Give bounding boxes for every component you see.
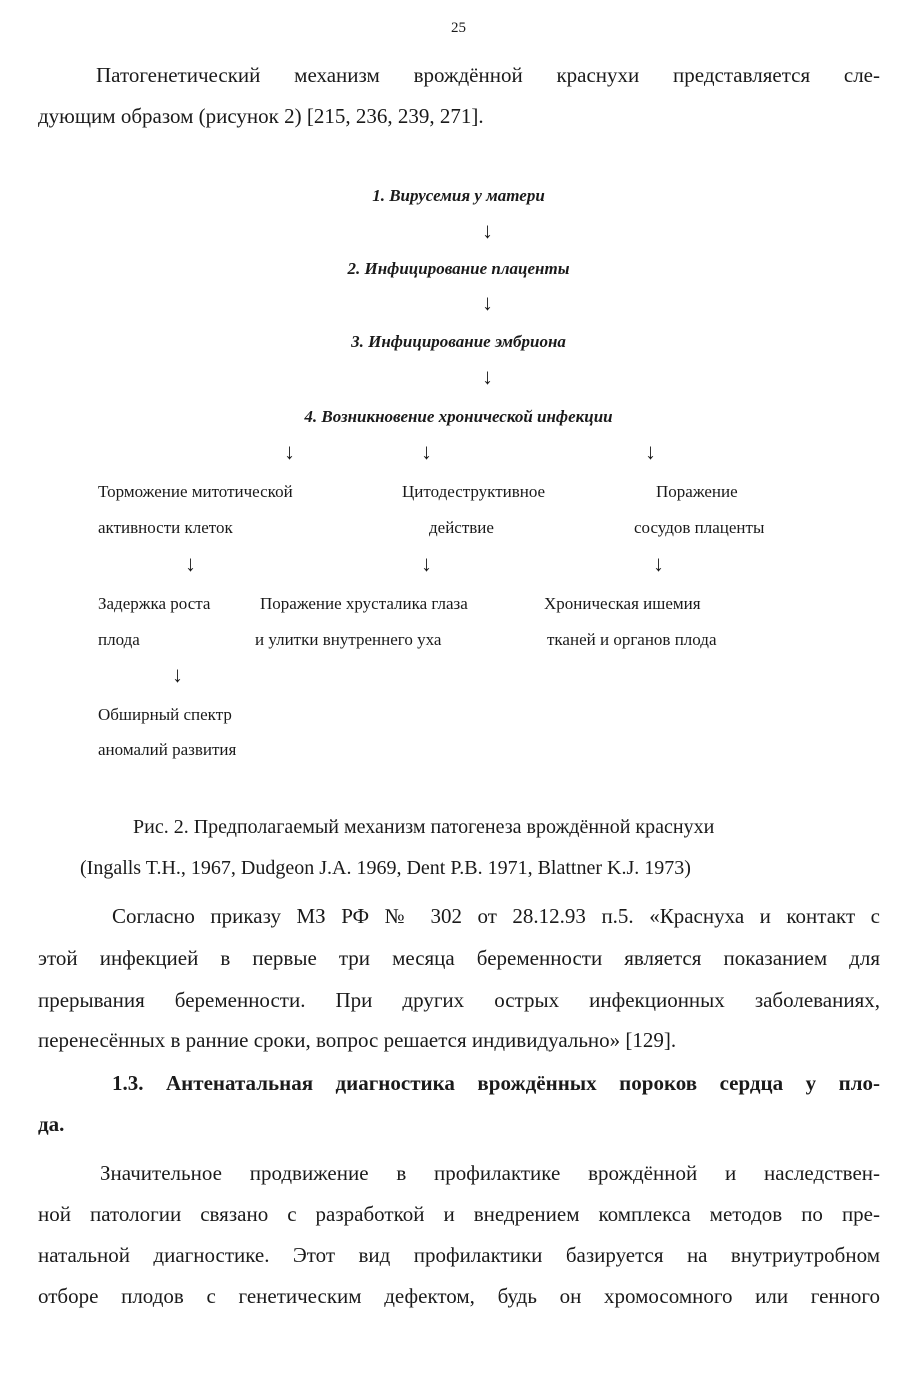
paragraph-2-line-2: ной патологии связано с разработкой и внедрением комплекса методов по пре- bbox=[38, 1202, 880, 1226]
step-2-placenta: 2. Инфицирование плаценты bbox=[347, 259, 570, 278]
paragraph-1-line-2: этой инфекцией в первые три месяца беременности является показанием для bbox=[38, 946, 880, 970]
arrow-down-icon: ↓ bbox=[185, 551, 196, 576]
intro-line-2: дующим образом (рисунок 2) [215, 236, 239, 271]. bbox=[38, 104, 484, 128]
branch-3-b-line-1: Хроническая ишемия bbox=[544, 594, 701, 613]
branch-3-a-line-2: сосудов плаценты bbox=[634, 518, 765, 537]
arrow-down-icon: ↓ bbox=[482, 364, 493, 389]
step-1-viremia: 1. Вирусемия у матери bbox=[372, 186, 545, 205]
branch-2-a-line-2: действие bbox=[429, 518, 494, 537]
section-heading-line-2: да. bbox=[38, 1112, 65, 1136]
arrow-down-icon: ↓ bbox=[645, 439, 656, 464]
arrow-down-icon: ↓ bbox=[482, 218, 493, 243]
branch-3-b-line-2: тканей и органов плода bbox=[547, 630, 717, 649]
paragraph-1-line-4: перенесённых в ранние сроки, вопрос решается индивидуально» [129]. bbox=[38, 1028, 677, 1052]
arrow-down-icon: ↓ bbox=[284, 439, 295, 464]
arrow-down-icon: ↓ bbox=[172, 662, 183, 687]
arrow-down-icon: ↓ bbox=[421, 551, 432, 576]
paragraph-1-line-3: прерывания беременности. При других острых инфекционных заболеваниях, bbox=[38, 988, 880, 1012]
branch-1-b-line-2: плода bbox=[98, 630, 140, 649]
step-3-embryo: 3. Инфицирование эмбриона bbox=[351, 332, 566, 351]
branch-1-b-line-1: Задержка роста bbox=[98, 594, 211, 613]
paragraph-2-line-3: натальной диагностике. Этот вид профилактики базируется на внутриутробном bbox=[38, 1243, 880, 1267]
page-number: 25 bbox=[451, 20, 466, 36]
intro-line-1: Патогенетический механизм врождённой краснухи представляется сле- bbox=[96, 63, 880, 87]
branch-3-a-line-1: Поражение bbox=[656, 482, 738, 501]
paragraph-2-line-1: Значительное продвижение в профилактике врождённой и наследствен- bbox=[100, 1161, 880, 1185]
branch-2-b-line-2: и улитки внутреннего уха bbox=[255, 630, 442, 649]
branch-2-a-line-1: Цитодеструктивное bbox=[402, 482, 546, 501]
step-4-chronic-infection: 4. Возникновение хронической инфекции bbox=[304, 407, 613, 426]
branch-1-c-line-1: Обширный спектр bbox=[98, 705, 232, 724]
branch-1-c-line-2: аномалий развития bbox=[98, 740, 237, 759]
section-heading-line-1: 1.3. Антенатальная диагностика врождённых пороков сердца у пло- bbox=[112, 1071, 880, 1095]
branch-1-a-line-2: активности клеток bbox=[98, 518, 233, 537]
figure-caption-line-1: Рис. 2. Предполагаемый механизм патогенеза врождённой краснухи bbox=[133, 816, 715, 838]
paragraph-1-line-1: Согласно приказу МЗ РФ № 302 от 28.12.93 п.5. «Краснуха и контакт с bbox=[112, 904, 880, 928]
branch-2-b-line-1: Поражение хрусталика глаза bbox=[260, 594, 468, 613]
branch-1-a-line-1: Торможение митотической bbox=[98, 482, 293, 501]
arrow-down-icon: ↓ bbox=[421, 439, 432, 464]
figure-caption-line-2: (Ingalls T.H., 1967, Dudgeon J.A. 1969, Dent P.B. 1971, Blattner K.J. 1973) bbox=[80, 857, 691, 879]
arrow-down-icon: ↓ bbox=[482, 290, 493, 315]
arrow-down-icon: ↓ bbox=[653, 551, 664, 576]
paragraph-2-line-4: отборе плодов с генетическим дефектом, будь он хромосомного или генного bbox=[38, 1284, 880, 1308]
